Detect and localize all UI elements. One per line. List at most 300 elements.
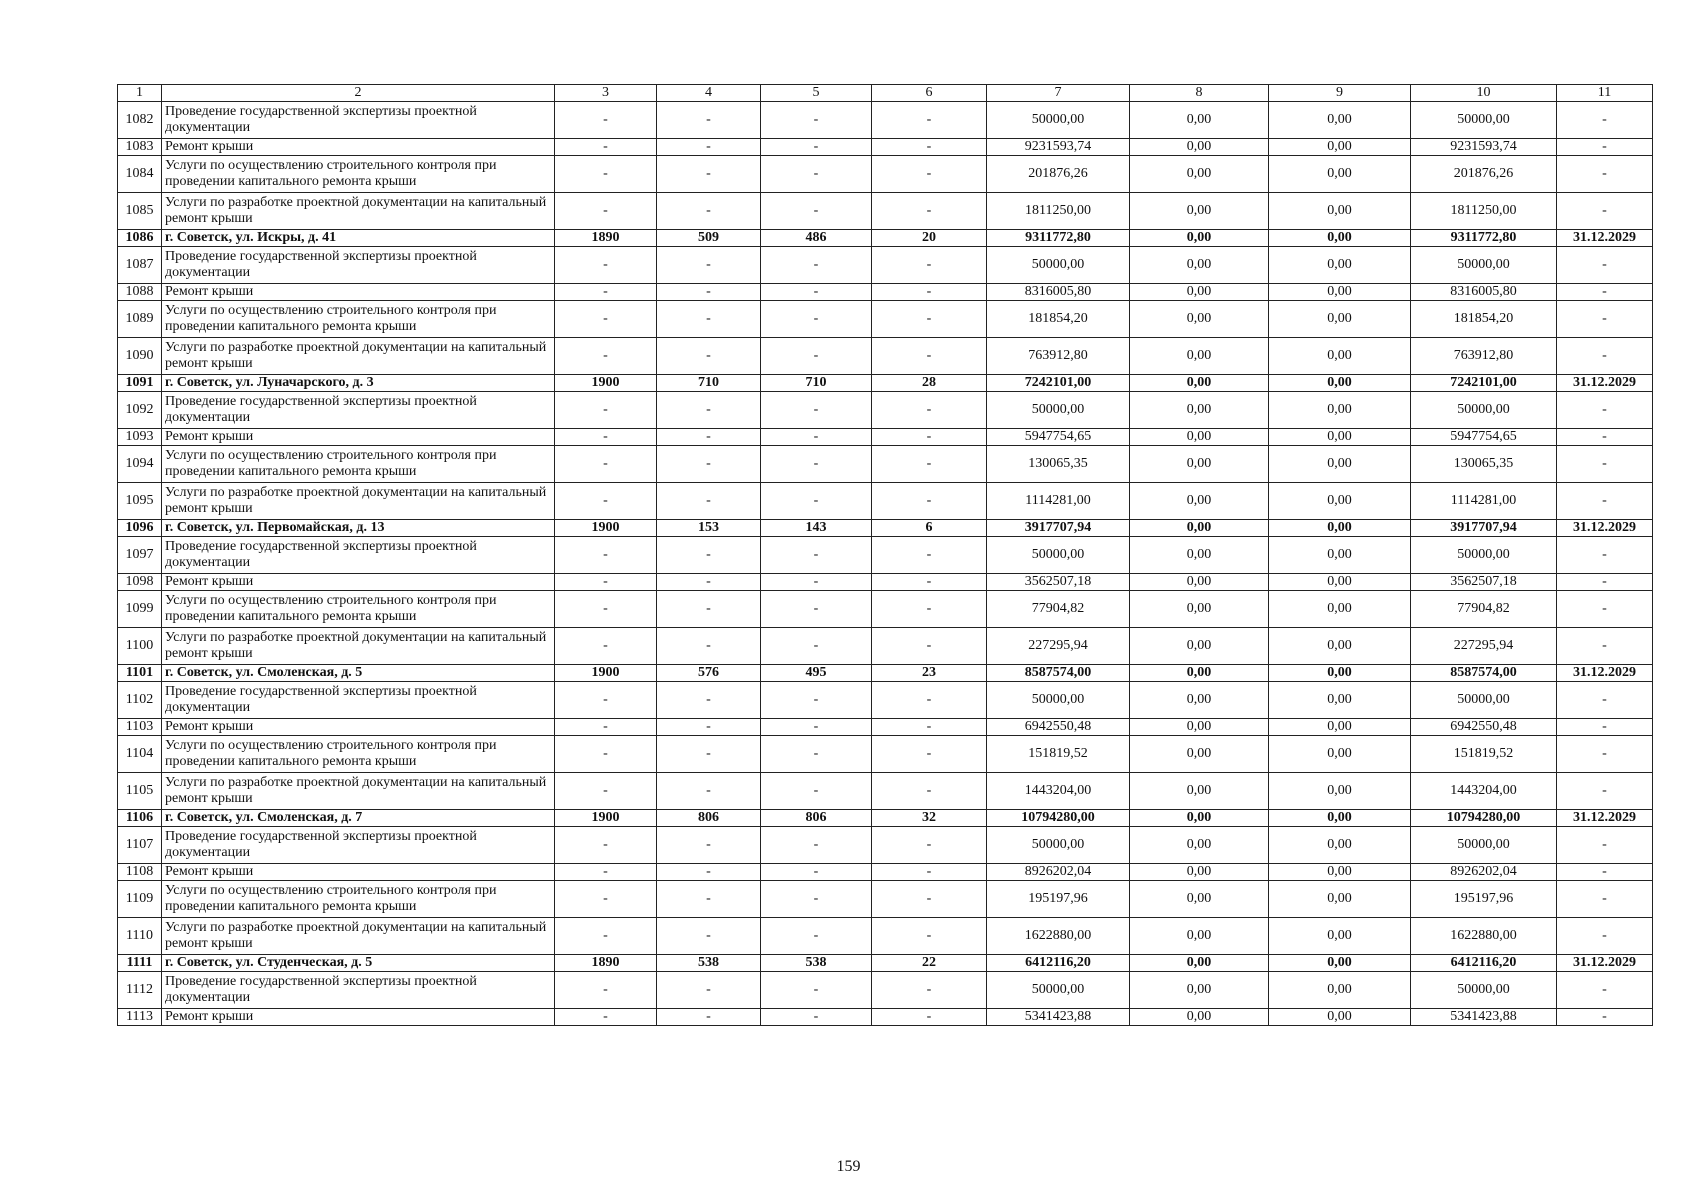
work-description-cell: Проведение государственной экспертизы проектной документации — [162, 537, 555, 574]
total-cost-cell: 3917707,94 — [987, 520, 1130, 537]
col-4-cell: - — [657, 247, 761, 284]
col-5-cell: - — [761, 628, 872, 665]
col-3-cell: - — [555, 972, 657, 1009]
row-number-cell: 1101 — [118, 665, 162, 682]
row-number-cell: 1106 — [118, 810, 162, 827]
col-6-cell: - — [872, 537, 987, 574]
col-5-cell: - — [761, 682, 872, 719]
col-3-cell: - — [555, 193, 657, 230]
deadline-cell: - — [1557, 392, 1653, 429]
col-5-cell: - — [761, 301, 872, 338]
col-8-cell: 0,00 — [1130, 682, 1269, 719]
col-6-cell: - — [872, 827, 987, 864]
col-6-cell: - — [872, 719, 987, 736]
col-3-cell: - — [555, 827, 657, 864]
col-9-cell: 0,00 — [1269, 628, 1411, 665]
total-cost-cell: 1811250,00 — [987, 193, 1130, 230]
column-number-cell: 9 — [1269, 85, 1411, 102]
work-description-cell: Проведение государственной экспертизы проектной документации — [162, 392, 555, 429]
col-9-cell: 0,00 — [1269, 520, 1411, 537]
work-description-cell: г. Советск, ул. Искры, д. 41 — [162, 230, 555, 247]
col-3-cell: - — [555, 1009, 657, 1026]
deadline-cell: - — [1557, 193, 1653, 230]
col-5-cell: 806 — [761, 810, 872, 827]
col-4-cell: 806 — [657, 810, 761, 827]
work-description-cell: Услуги по разработке проектной документации на капитальный ремонт крыши — [162, 193, 555, 230]
work-description-cell: Услуги по осуществлению строительного контроля при проведении капитального ремонта крыши — [162, 301, 555, 338]
col-6-cell: - — [872, 1009, 987, 1026]
col-9-cell: 0,00 — [1269, 247, 1411, 284]
col-8-cell: 0,00 — [1130, 483, 1269, 520]
total-cost-cell: 9311772,80 — [987, 230, 1130, 247]
work-description-cell: Проведение государственной экспертизы проектной документации — [162, 827, 555, 864]
row-number-cell: 1084 — [118, 156, 162, 193]
col-5-cell: 143 — [761, 520, 872, 537]
col-5-cell: - — [761, 193, 872, 230]
col-9-cell: 0,00 — [1269, 338, 1411, 375]
col-4-cell: - — [657, 446, 761, 483]
column-number-cell: 3 — [555, 85, 657, 102]
deadline-cell: 31.12.2029 — [1557, 520, 1653, 537]
column-number-cell: 1 — [118, 85, 162, 102]
col-4-cell: - — [657, 102, 761, 139]
col-9-cell: 0,00 — [1269, 156, 1411, 193]
deadline-cell: - — [1557, 301, 1653, 338]
col-4-cell: - — [657, 881, 761, 918]
deadline-cell: - — [1557, 972, 1653, 1009]
col-10-cell: 1443204,00 — [1411, 773, 1557, 810]
col-9-cell: 0,00 — [1269, 827, 1411, 864]
col-3-cell: - — [555, 537, 657, 574]
deadline-cell: - — [1557, 247, 1653, 284]
address-row — [118, 375, 1653, 392]
address-row — [118, 810, 1653, 827]
col-5-cell: - — [761, 156, 872, 193]
address-row — [118, 520, 1653, 537]
deadline-cell: 31.12.2029 — [1557, 665, 1653, 682]
row-number-cell: 1087 — [118, 247, 162, 284]
col-5-cell: - — [761, 392, 872, 429]
col-5-cell: - — [761, 574, 872, 591]
col-5-cell: 495 — [761, 665, 872, 682]
total-cost-cell: 8316005,80 — [987, 284, 1130, 301]
work-row — [118, 102, 1653, 139]
col-6-cell: - — [872, 574, 987, 591]
work-description-cell: Услуги по осуществлению строительного контроля при проведении капитального ремонта крыши — [162, 156, 555, 193]
col-9-cell: 0,00 — [1269, 881, 1411, 918]
total-cost-cell: 1443204,00 — [987, 773, 1130, 810]
work-row — [118, 736, 1653, 773]
col-6-cell: - — [872, 247, 987, 284]
col-3-cell: - — [555, 628, 657, 665]
row-number-cell: 1090 — [118, 338, 162, 375]
col-8-cell: 0,00 — [1130, 719, 1269, 736]
col-10-cell: 5341423,88 — [1411, 1009, 1557, 1026]
col-3-cell: 1900 — [555, 375, 657, 392]
work-description-cell: Услуги по разработке проектной документации на капитальный ремонт крыши — [162, 773, 555, 810]
col-8-cell: 0,00 — [1130, 736, 1269, 773]
deadline-cell: - — [1557, 719, 1653, 736]
col-4-cell: - — [657, 301, 761, 338]
col-9-cell: 0,00 — [1269, 102, 1411, 139]
col-3-cell: - — [555, 102, 657, 139]
total-cost-cell: 8587574,00 — [987, 665, 1130, 682]
total-cost-cell: 50000,00 — [987, 102, 1130, 139]
total-cost-cell: 201876,26 — [987, 156, 1130, 193]
work-description-cell: Проведение государственной экспертизы проектной документации — [162, 247, 555, 284]
col-5-cell: 710 — [761, 375, 872, 392]
col-8-cell: 0,00 — [1130, 139, 1269, 156]
work-description-cell: Услуги по разработке проектной документации на капитальный ремонт крыши — [162, 483, 555, 520]
work-description-cell: Ремонт крыши — [162, 1009, 555, 1026]
col-3-cell: - — [555, 429, 657, 446]
col-3-cell: - — [555, 773, 657, 810]
col-10-cell: 50000,00 — [1411, 972, 1557, 1009]
work-row — [118, 139, 1653, 156]
col-8-cell: 0,00 — [1130, 375, 1269, 392]
work-row — [118, 773, 1653, 810]
col-6-cell: - — [872, 864, 987, 881]
col-6-cell: - — [872, 628, 987, 665]
col-3-cell: 1900 — [555, 810, 657, 827]
col-3-cell: - — [555, 483, 657, 520]
row-number-cell: 1112 — [118, 972, 162, 1009]
col-4-cell: - — [657, 918, 761, 955]
total-cost-cell: 130065,35 — [987, 446, 1130, 483]
col-10-cell: 9231593,74 — [1411, 139, 1557, 156]
col-6-cell: 20 — [872, 230, 987, 247]
col-8-cell: 0,00 — [1130, 773, 1269, 810]
col-4-cell: - — [657, 537, 761, 574]
work-description-cell: Ремонт крыши — [162, 284, 555, 301]
col-6-cell: - — [872, 156, 987, 193]
address-row — [118, 230, 1653, 247]
col-3-cell: 1890 — [555, 230, 657, 247]
document-sheet — [117, 84, 1652, 1026]
col-8-cell: 0,00 — [1130, 574, 1269, 591]
col-8-cell: 0,00 — [1130, 156, 1269, 193]
col-9-cell: 0,00 — [1269, 864, 1411, 881]
col-3-cell: - — [555, 392, 657, 429]
row-number-cell: 1103 — [118, 719, 162, 736]
total-cost-cell: 151819,52 — [987, 736, 1130, 773]
col-10-cell: 9311772,80 — [1411, 230, 1557, 247]
total-cost-cell: 227295,94 — [987, 628, 1130, 665]
col-9-cell: 0,00 — [1269, 139, 1411, 156]
col-10-cell: 201876,26 — [1411, 156, 1557, 193]
col-4-cell: - — [657, 773, 761, 810]
deadline-cell: - — [1557, 446, 1653, 483]
col-8-cell: 0,00 — [1130, 955, 1269, 972]
work-row — [118, 429, 1653, 446]
col-4-cell: - — [657, 574, 761, 591]
col-3-cell: - — [555, 247, 657, 284]
column-number-cell: 7 — [987, 85, 1130, 102]
col-9-cell: 0,00 — [1269, 810, 1411, 827]
col-9-cell: 0,00 — [1269, 682, 1411, 719]
total-cost-cell: 6412116,20 — [987, 955, 1130, 972]
col-3-cell: - — [555, 156, 657, 193]
deadline-cell: - — [1557, 483, 1653, 520]
col-8-cell: 0,00 — [1130, 102, 1269, 139]
total-cost-cell: 9231593,74 — [987, 139, 1130, 156]
col-10-cell: 181854,20 — [1411, 301, 1557, 338]
col-6-cell: - — [872, 392, 987, 429]
col-6-cell: 32 — [872, 810, 987, 827]
deadline-cell: - — [1557, 773, 1653, 810]
total-cost-cell: 10794280,00 — [987, 810, 1130, 827]
deadline-cell: - — [1557, 864, 1653, 881]
col-6-cell: 22 — [872, 955, 987, 972]
row-number-cell: 1093 — [118, 429, 162, 446]
col-5-cell: - — [761, 591, 872, 628]
deadline-cell: - — [1557, 338, 1653, 375]
col-9-cell: 0,00 — [1269, 301, 1411, 338]
col-9-cell: 0,00 — [1269, 773, 1411, 810]
work-description-cell: Ремонт крыши — [162, 429, 555, 446]
row-number-cell: 1088 — [118, 284, 162, 301]
col-9-cell: 0,00 — [1269, 665, 1411, 682]
deadline-cell: - — [1557, 881, 1653, 918]
work-description-cell: Услуги по осуществлению строительного контроля при проведении капитального ремонта крыши — [162, 881, 555, 918]
total-cost-cell: 50000,00 — [987, 682, 1130, 719]
col-5-cell: - — [761, 918, 872, 955]
col-10-cell: 5947754,65 — [1411, 429, 1557, 446]
work-description-cell: Проведение государственной экспертизы проектной документации — [162, 682, 555, 719]
col-10-cell: 8926202,04 — [1411, 864, 1557, 881]
row-number-cell: 1099 — [118, 591, 162, 628]
total-cost-cell: 7242101,00 — [987, 375, 1130, 392]
col-5-cell: - — [761, 139, 872, 156]
col-8-cell: 0,00 — [1130, 881, 1269, 918]
column-number-cell: 2 — [162, 85, 555, 102]
work-description-cell: Услуги по осуществлению строительного контроля при проведении капитального ремонта крыши — [162, 736, 555, 773]
total-cost-cell: 1622880,00 — [987, 918, 1130, 955]
col-5-cell: - — [761, 338, 872, 375]
row-number-cell: 1105 — [118, 773, 162, 810]
col-4-cell: - — [657, 392, 761, 429]
col-10-cell: 6412116,20 — [1411, 955, 1557, 972]
col-9-cell: 0,00 — [1269, 483, 1411, 520]
deadline-cell: - — [1557, 429, 1653, 446]
col-4-cell: - — [657, 483, 761, 520]
row-number-cell: 1104 — [118, 736, 162, 773]
address-row — [118, 665, 1653, 682]
col-8-cell: 0,00 — [1130, 392, 1269, 429]
col-8-cell: 0,00 — [1130, 918, 1269, 955]
col-6-cell: - — [872, 102, 987, 139]
column-number-cell: 4 — [657, 85, 761, 102]
col-3-cell: - — [555, 591, 657, 628]
work-row — [118, 719, 1653, 736]
col-8-cell: 0,00 — [1130, 247, 1269, 284]
col-4-cell: 509 — [657, 230, 761, 247]
work-description-cell: Услуги по разработке проектной документации на капитальный ремонт крыши — [162, 918, 555, 955]
col-4-cell: - — [657, 628, 761, 665]
col-6-cell: 6 — [872, 520, 987, 537]
work-description-cell: Услуги по разработке проектной документации на капитальный ремонт крыши — [162, 338, 555, 375]
row-number-cell: 1111 — [118, 955, 162, 972]
col-6-cell: - — [872, 591, 987, 628]
total-cost-cell: 5947754,65 — [987, 429, 1130, 446]
row-number-cell: 1092 — [118, 392, 162, 429]
total-cost-cell: 50000,00 — [987, 537, 1130, 574]
col-3-cell: - — [555, 864, 657, 881]
work-row — [118, 682, 1653, 719]
work-row — [118, 972, 1653, 1009]
col-8-cell: 0,00 — [1130, 810, 1269, 827]
work-row — [118, 537, 1653, 574]
col-8-cell: 0,00 — [1130, 827, 1269, 864]
col-10-cell: 50000,00 — [1411, 102, 1557, 139]
col-10-cell: 227295,94 — [1411, 628, 1557, 665]
col-5-cell: - — [761, 881, 872, 918]
work-row — [118, 301, 1653, 338]
deadline-cell: - — [1557, 156, 1653, 193]
col-4-cell: - — [657, 193, 761, 230]
col-9-cell: 0,00 — [1269, 955, 1411, 972]
col-4-cell: - — [657, 591, 761, 628]
col-3-cell: - — [555, 574, 657, 591]
repair-program-table — [117, 84, 1653, 1026]
row-number-cell: 1086 — [118, 230, 162, 247]
col-5-cell: - — [761, 247, 872, 284]
work-description-cell: Услуги по разработке проектной документации на капитальный ремонт крыши — [162, 628, 555, 665]
col-10-cell: 3562507,18 — [1411, 574, 1557, 591]
col-6-cell: - — [872, 918, 987, 955]
total-cost-cell: 181854,20 — [987, 301, 1130, 338]
col-8-cell: 0,00 — [1130, 193, 1269, 230]
col-6-cell: 23 — [872, 665, 987, 682]
row-number-cell: 1097 — [118, 537, 162, 574]
col-8-cell: 0,00 — [1130, 284, 1269, 301]
col-8-cell: 0,00 — [1130, 338, 1269, 375]
row-number-cell: 1091 — [118, 375, 162, 392]
work-row — [118, 446, 1653, 483]
col-10-cell: 1622880,00 — [1411, 918, 1557, 955]
total-cost-cell: 5341423,88 — [987, 1009, 1130, 1026]
work-row — [118, 247, 1653, 284]
col-10-cell: 6942550,48 — [1411, 719, 1557, 736]
deadline-cell: - — [1557, 1009, 1653, 1026]
col-5-cell: 486 — [761, 230, 872, 247]
col-5-cell: - — [761, 1009, 872, 1026]
total-cost-cell: 77904,82 — [987, 591, 1130, 628]
col-6-cell: - — [872, 429, 987, 446]
work-row — [118, 156, 1653, 193]
col-8-cell: 0,00 — [1130, 230, 1269, 247]
col-5-cell: 538 — [761, 955, 872, 972]
col-9-cell: 0,00 — [1269, 574, 1411, 591]
col-6-cell: - — [872, 446, 987, 483]
work-description-cell: г. Советск, ул. Луначарского, д. 3 — [162, 375, 555, 392]
work-row — [118, 864, 1653, 881]
work-description-cell: Услуги по осуществлению строительного контроля при проведении капитального ремонта крыши — [162, 591, 555, 628]
row-number-cell: 1100 — [118, 628, 162, 665]
total-cost-cell: 195197,96 — [987, 881, 1130, 918]
col-4-cell: - — [657, 338, 761, 375]
col-4-cell: - — [657, 1009, 761, 1026]
col-9-cell: 0,00 — [1269, 736, 1411, 773]
col-3-cell: - — [555, 446, 657, 483]
work-row — [118, 338, 1653, 375]
work-description-cell: г. Советск, ул. Студенческая, д. 5 — [162, 955, 555, 972]
col-9-cell: 0,00 — [1269, 591, 1411, 628]
col-3-cell: - — [555, 139, 657, 156]
col-10-cell: 130065,35 — [1411, 446, 1557, 483]
deadline-cell: 31.12.2029 — [1557, 810, 1653, 827]
deadline-cell: 31.12.2029 — [1557, 955, 1653, 972]
row-number-cell: 1108 — [118, 864, 162, 881]
work-description-cell: Ремонт крыши — [162, 864, 555, 881]
col-9-cell: 0,00 — [1269, 446, 1411, 483]
col-9-cell: 0,00 — [1269, 429, 1411, 446]
total-cost-cell: 50000,00 — [987, 392, 1130, 429]
row-number-cell: 1089 — [118, 301, 162, 338]
work-description-cell: г. Советск, ул. Первомайская, д. 13 — [162, 520, 555, 537]
col-8-cell: 0,00 — [1130, 446, 1269, 483]
row-number-cell: 1102 — [118, 682, 162, 719]
col-6-cell: - — [872, 972, 987, 1009]
col-10-cell: 151819,52 — [1411, 736, 1557, 773]
work-row — [118, 284, 1653, 301]
col-3-cell: - — [555, 301, 657, 338]
deadline-cell: - — [1557, 537, 1653, 574]
col-5-cell: - — [761, 483, 872, 520]
deadline-cell: - — [1557, 574, 1653, 591]
work-description-cell: г. Советск, ул. Смоленская, д. 7 — [162, 810, 555, 827]
col-8-cell: 0,00 — [1130, 1009, 1269, 1026]
col-4-cell: - — [657, 139, 761, 156]
col-4-cell: - — [657, 429, 761, 446]
column-number-row — [118, 85, 1653, 102]
col-3-cell: 1900 — [555, 665, 657, 682]
col-10-cell: 195197,96 — [1411, 881, 1557, 918]
row-number-cell: 1109 — [118, 881, 162, 918]
col-5-cell: - — [761, 102, 872, 139]
work-description-cell: Ремонт крыши — [162, 719, 555, 736]
work-row — [118, 591, 1653, 628]
row-number-cell: 1113 — [118, 1009, 162, 1026]
column-number-cell: 6 — [872, 85, 987, 102]
col-9-cell: 0,00 — [1269, 918, 1411, 955]
col-3-cell: - — [555, 682, 657, 719]
col-9-cell: 0,00 — [1269, 972, 1411, 1009]
col-5-cell: - — [761, 537, 872, 574]
row-number-cell: 1095 — [118, 483, 162, 520]
column-number-cell: 10 — [1411, 85, 1557, 102]
deadline-cell: - — [1557, 918, 1653, 955]
col-6-cell: 28 — [872, 375, 987, 392]
total-cost-cell: 50000,00 — [987, 247, 1130, 284]
col-3-cell: - — [555, 881, 657, 918]
total-cost-cell: 8926202,04 — [987, 864, 1130, 881]
col-9-cell: 0,00 — [1269, 392, 1411, 429]
col-4-cell: - — [657, 972, 761, 1009]
col-10-cell: 50000,00 — [1411, 392, 1557, 429]
row-number-cell: 1082 — [118, 102, 162, 139]
col-10-cell: 10794280,00 — [1411, 810, 1557, 827]
col-8-cell: 0,00 — [1130, 301, 1269, 338]
col-4-cell: - — [657, 864, 761, 881]
col-9-cell: 0,00 — [1269, 375, 1411, 392]
row-number-cell: 1096 — [118, 520, 162, 537]
deadline-cell: 31.12.2029 — [1557, 375, 1653, 392]
col-10-cell: 50000,00 — [1411, 827, 1557, 864]
col-9-cell: 0,00 — [1269, 230, 1411, 247]
work-description-cell: г. Советск, ул. Смоленская, д. 5 — [162, 665, 555, 682]
col-10-cell: 8587574,00 — [1411, 665, 1557, 682]
